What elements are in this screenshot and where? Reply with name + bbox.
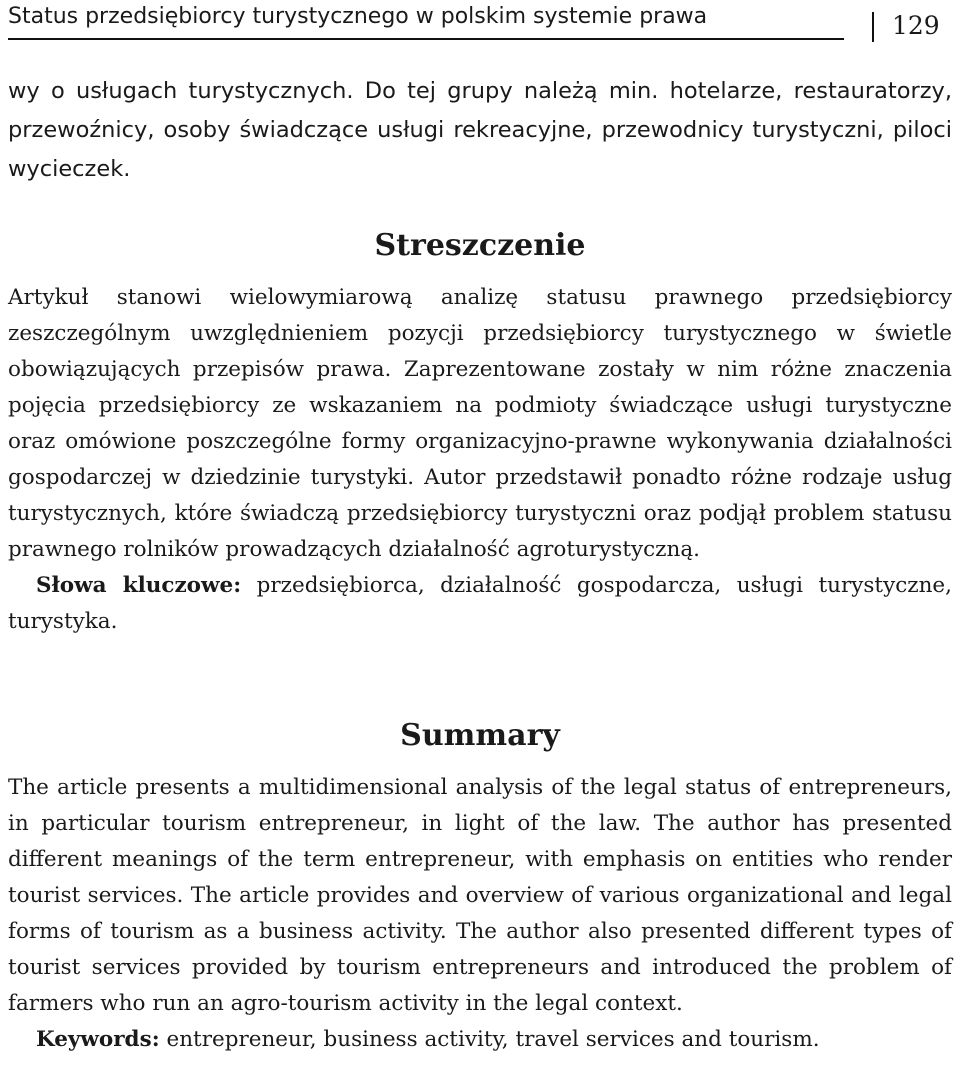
streszczenie-keywords-text: przedsiębiorca, działalność gospodarcza, usługi turystyczne, turystyka. <box>8 573 952 634</box>
summary-body: The article presents a multidimensional analysis of the legal status of entrepreneurs, in particular tourism entrepreneur, in light of the law. The author has presented different meanings of the term entrepreneur, with emphasis on entities who render tourist services. The article provides and overview of various organizational and legal forms of tourism as a business activity. The author also presented different types of tourist services provided by tourism entrepreneurs and introduced the problem of farmers who run an agro-tourism activity in the legal context. <box>8 775 952 1016</box>
running-title: Status przedsiębiorcy turystycznego w polskim systemie prawa <box>8 2 844 40</box>
summary-section <box>8 770 952 1058</box>
intro-text: wy o usługach turystycznych. Do tej grupy należą min. hotelarze, restauratorzy, przewoźnicy, osoby świadczące usługi rekreacyjne, przewodnicy turystyczni, piloci wycieczek. <box>8 78 952 182</box>
streszczenie-heading: Streszczenie <box>374 228 586 263</box>
running-header <box>8 2 952 42</box>
streszczenie-body: Artykuł stanowi wielowymiarową analizę statusu prawnego przedsiębiorcy zeszczególnym uwzględnieniem pozycji przedsiębiorcy turystycznego w świetle obowiązujących przepisów prawa. Zaprezentowane zostały w nim różne znaczenia pojęcia przedsiębiorcy ze wskazaniem na podmioty świadczące usługi turystyczne oraz omówione poszczególne formy organizacyjno-prawne wykonywania działalności gospodarczej w dziedzinie turystyki. Autor przedstawił ponadto różne rodzaje usług turystycznych, które świadczą przedsiębiorcy turystyczni oraz podjął problem statusu prawnego rolników prowadzących działalność agroturystyczną. <box>8 285 952 562</box>
page-number: 129 <box>892 11 940 40</box>
summary-keywords-text: entrepreneur, business activity, travel services and tourism. <box>166 1027 820 1052</box>
intro-paragraph <box>8 72 952 192</box>
streszczenie-keywords-label: Słowa kluczowe: <box>36 573 242 598</box>
streszczenie-section <box>8 280 952 640</box>
summary-heading: Summary <box>400 718 560 753</box>
summary-keywords-label: Keywords: <box>36 1027 160 1052</box>
streszczenie-keywords <box>8 568 952 640</box>
header-divider <box>872 12 874 42</box>
summary-keywords <box>8 1022 952 1058</box>
